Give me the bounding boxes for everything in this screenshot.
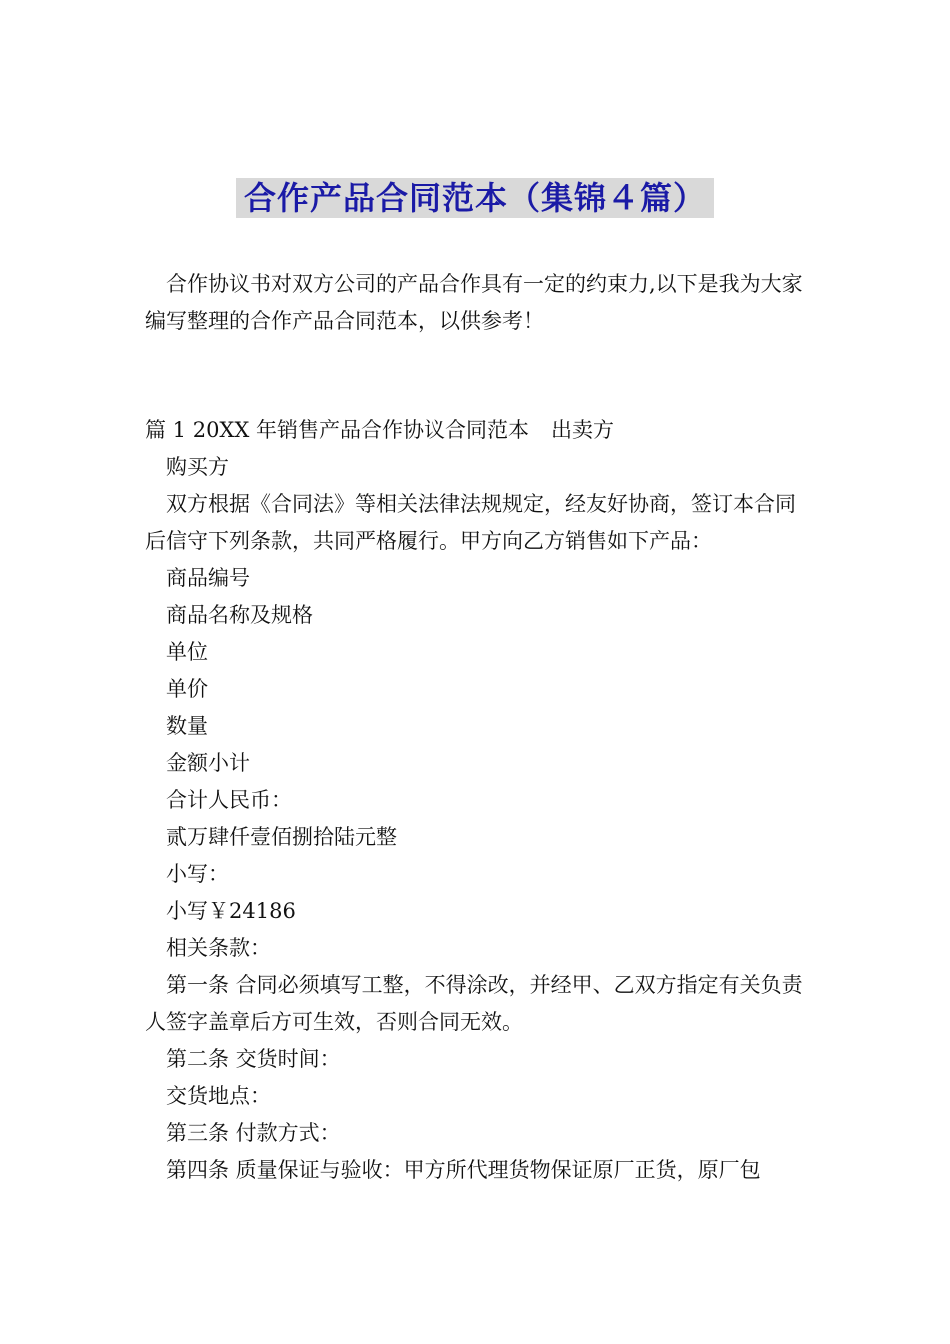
quantity-label: 数量	[166, 714, 208, 738]
article-4: 第四条 质量保证与验收：甲方所代理货物保证原厂正货，原厂包	[166, 1158, 761, 1182]
total-in-words: 贰万肆仟壹佰捌拾陆元整	[166, 825, 397, 849]
seller-label: 出卖方	[551, 418, 615, 442]
delivery-place: 交货地点：	[166, 1084, 271, 1108]
article-1: 第一条 合同必须填写工整，不得涂改，并经甲、乙双方指定有关负责人签字盖章后方可生效，否则合同无效。	[145, 973, 803, 1034]
unit-price-label: 单价	[166, 677, 208, 701]
article-2: 第二条 交货时间：	[166, 1047, 341, 1071]
item-number-label: 商品编号	[166, 566, 250, 590]
document-title: 合作产品合同范本（集锦４篇）	[236, 178, 714, 218]
contract-body	[145, 412, 807, 1189]
article-3: 第三条 付款方式：	[166, 1121, 341, 1145]
buyer-label: 购买方	[166, 455, 229, 479]
lowercase-amount: 小写￥24186	[166, 899, 296, 923]
unit-label: 单位	[166, 640, 208, 664]
preamble-paragraph: 双方根据《合同法》等相关法律法规规定，经友好协商，签订本合同后信守下列条款，共同严格履行。甲方向乙方销售如下产品：	[145, 492, 796, 553]
subtotal-label: 金额小计	[166, 751, 250, 775]
item-name-label: 商品名称及规格	[166, 603, 313, 627]
lowercase-label: 小写：	[166, 862, 229, 886]
title-wrapper	[0, 178, 950, 218]
section-heading-line	[145, 412, 807, 449]
total-rmb-label: 合计人民币：	[166, 788, 292, 812]
terms-label: 相关条款：	[166, 936, 271, 960]
intro-block	[145, 266, 807, 340]
intro-paragraph: 合作协议书对双方公司的产品合作具有一定的约束力,以下是我为大家编写整理的合作产品合同范本，以供参考！	[145, 272, 803, 333]
section-heading: 篇 1 20XX 年销售产品合作协议合同范本	[145, 418, 530, 442]
